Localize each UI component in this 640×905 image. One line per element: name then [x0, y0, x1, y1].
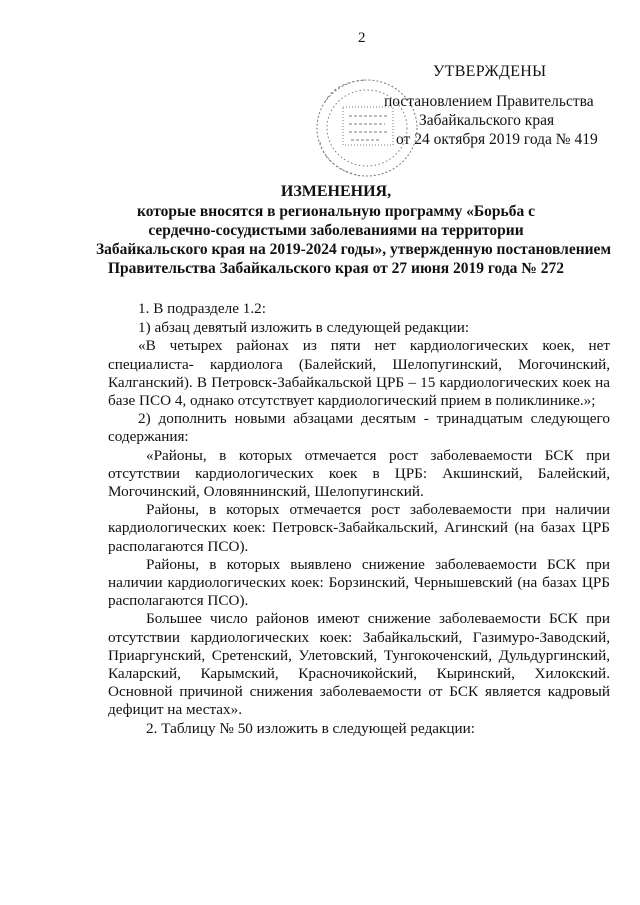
paragraph: 2. Таблицу № 50 изложить в следующей редакции: — [146, 719, 476, 737]
paragraph: «В четырех районах из пяти нет кардиологических коек, нет специалиста- кардиолога (Балейский, Шелопугинский, Могочинский, Калганский). В Петровск-Забайкальской ЦРБ – 15 кардиологических коек на базе ПСО 4, однако отсутствует кардиологический прием в поликлинике.»; — [108, 337, 610, 410]
paragraph: 2) дополнить новыми абзацами десятым - тринадцатым следующего содержания: — [108, 410, 610, 446]
title-line: Правительства Забайкальского края от 27 июня 2019 года № 272 — [107, 260, 564, 277]
paragraph: 1. В подразделе 1.2: — [138, 300, 266, 317]
document-title — [96, 182, 611, 278]
paragraph: Районы, в которых выявлено снижение заболеваемости БСК при наличии кардиологических коек: Борзинский, Чернышевский (на базах ЦРБ располагаются ПСО). — [108, 555, 610, 610]
resolution-line: постановлением Правительства — [384, 93, 594, 110]
paragraph: Большее число районов имеют снижение заболеваемости БСК при отсутствии кардиологических коек: Забайкальский, Газимуро-Заводский, Приаргунский, Сретенский, Улетовский, Тунгокоченский, Дульдургинский, Каларский, Карымский, Красночикойский, Кыринский, Хилокский. Основной причиной снижения заболеваемости от БСК является кадровый дефицит на местах». — [108, 610, 610, 719]
title-line: Забайкальского края на 2019-2024 годы», утвержденную постановлением — [96, 241, 611, 258]
resolution-line: Забайкальского края — [419, 112, 555, 129]
document-body — [108, 300, 610, 738]
resolution-line: от 24 октября 2019 года № 419 — [396, 131, 598, 148]
title-heading: ИЗМЕНЕНИЯ, — [280, 183, 392, 200]
paragraph: Районы, в которых отмечается рост заболеваемости при наличии кардиологических коек: Петровск-Забайкальский, Агинский (на базах ЦРБ располагаются ПСО). — [108, 501, 610, 555]
title-line: которые вносятся в региональную программу «Борьба с — [136, 203, 535, 220]
paragraph: 1) абзац девятый изложить в следующей редакции: — [138, 319, 470, 337]
title-line: сердечно-сосудистыми заболеваниями на территории — [148, 222, 524, 239]
paragraph: «Районы, в которых отмечается рост заболеваемости БСК при отсутствии кардиологических коек в ЦРБ: Акшинский, Балейский, Могочинский, Оловяннинский, Шелопугинский. — [108, 446, 610, 501]
page-number: 2 — [358, 30, 366, 46]
resolution-reference — [384, 92, 598, 149]
approved-label: УТВЕРЖДЕНЫ — [433, 63, 547, 80]
